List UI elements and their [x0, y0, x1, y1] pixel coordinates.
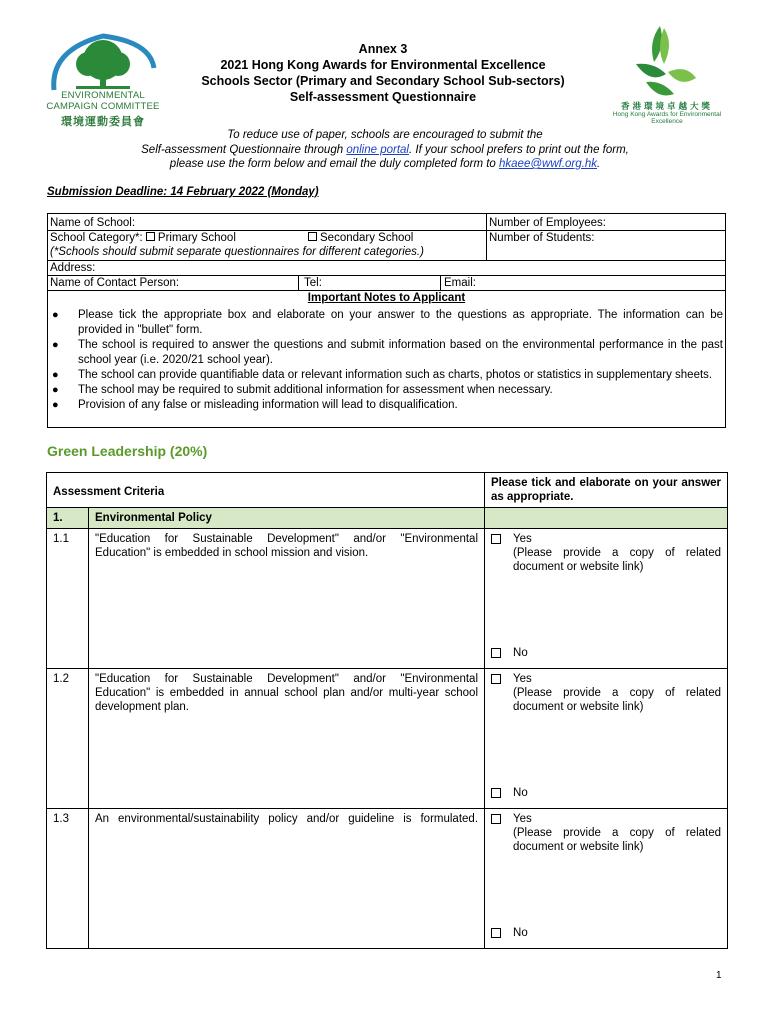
criteria-text: An environmental/sustainability policy and/or guideline is formulated.	[89, 809, 485, 949]
hkaee-logo	[602, 22, 732, 125]
answer-header: Please tick and elaborate on your answer as appropriate.	[485, 473, 728, 508]
school-name-field[interactable]: Name of School:	[50, 217, 136, 229]
environmental-campaign-committee-logo	[46, 30, 160, 128]
tree-logo-icon	[46, 30, 160, 92]
note-item: ● Provision of any false or misleading information will lead to disqualification.	[52, 399, 458, 412]
school-category-row	[50, 231, 236, 245]
yes-label: Yes	[513, 533, 532, 545]
group-title: Environmental Policy	[89, 508, 485, 529]
yes-checkbox[interactable]	[491, 814, 501, 824]
document-header	[160, 41, 606, 105]
primary-checkbox[interactable]	[146, 232, 155, 241]
primary-label: Primary School	[157, 232, 236, 244]
no-checkbox[interactable]	[491, 928, 501, 938]
address-field[interactable]: Address:	[50, 262, 96, 274]
yes-label: Yes	[513, 673, 532, 685]
secondary-option	[308, 231, 413, 245]
yes-option[interactable]	[491, 812, 721, 826]
form-divider	[440, 275, 441, 291]
email-link[interactable]: hkaee@wwf.org.hk	[499, 158, 597, 170]
answer-cell	[485, 809, 728, 949]
note-item: ● The school is required to answer the questions and submit information based on the environmental performance in the past school year (i.e. 2020/21 school year).	[52, 338, 723, 366]
contact-person-field[interactable]: Name of Contact Person:	[50, 277, 180, 289]
no-label: No	[513, 647, 528, 659]
yes-option[interactable]	[491, 672, 721, 686]
group-row	[47, 508, 728, 529]
no-label: No	[513, 787, 528, 799]
note-text: The school can provide quantifiable data or relevant information such as charts, photos or statistics in supplementary sheets.	[78, 368, 713, 381]
intro-line2-text: Self-assessment Questionnaire through	[141, 143, 347, 156]
criteria-number: 1.3	[47, 809, 89, 949]
note-item: ● The school may be required to submit additional information for assessment when necessary.	[52, 384, 553, 397]
section-heading: Green Leadership (20%)	[47, 443, 208, 459]
criteria-text: "Education for Sustainable Development" and/or "Environmental Education" is embedded in annual school plan and/or multi-year school development plan.	[89, 669, 485, 809]
category-note: (*Schools should submit separate questionnaires for different categories.)	[50, 246, 424, 258]
intro-line1: To reduce use of paper, schools are encouraged to submit the	[227, 129, 543, 141]
intro-line2	[90, 143, 680, 158]
criteria-number: 1.1	[47, 529, 89, 669]
form-divider	[48, 290, 725, 291]
yes-checkbox[interactable]	[491, 674, 501, 684]
secondary-label: Secondary School	[320, 232, 414, 244]
logo-line1: ENVIRONMENTAL	[61, 90, 145, 101]
students-field[interactable]: Number of Students:	[489, 232, 595, 244]
intro-line3	[90, 157, 680, 172]
no-checkbox[interactable]	[491, 648, 501, 658]
criteria-header: Assessment Criteria	[47, 473, 485, 508]
no-option[interactable]	[491, 786, 528, 800]
no-option[interactable]	[491, 926, 528, 940]
email-field[interactable]: Email:	[444, 277, 476, 289]
intro-paragraph	[90, 128, 680, 172]
table-header-row	[47, 473, 728, 508]
leaf-logo-icon	[602, 22, 732, 100]
secondary-checkbox[interactable]	[308, 232, 317, 241]
group-number: 1.	[47, 508, 89, 529]
criteria-number: 1.2	[47, 669, 89, 809]
form-divider	[298, 275, 299, 291]
important-notes-list	[48, 308, 725, 414]
title-line1: 2021 Hong Kong Awards for Environmental Excellence	[220, 58, 546, 72]
no-option[interactable]	[491, 646, 528, 660]
yes-option[interactable]	[491, 532, 721, 546]
online-portal-link[interactable]: online portal	[346, 143, 409, 156]
tel-field[interactable]: Tel:	[304, 277, 322, 289]
document-note: (Please provide a copy of related document or website link)	[513, 687, 722, 713]
answer-cell	[485, 669, 728, 809]
intro-line2-tail: . If your school prefers to print out the form,	[408, 143, 629, 156]
page-number: 1	[716, 970, 722, 981]
form-divider	[486, 214, 487, 261]
note-item: ● Please tick the appropriate box and elaborate on your answer to the questions as appropriate. The information can be provided in "bullet" form.	[52, 309, 723, 336]
document-note: (Please provide a copy of related document or website link)	[513, 547, 722, 573]
important-notes-title: Important Notes to Applicant	[307, 292, 466, 304]
group-empty	[485, 508, 728, 529]
document-note: (Please provide a copy of related document or website link)	[513, 827, 722, 853]
no-checkbox[interactable]	[491, 788, 501, 798]
form-divider	[48, 260, 725, 261]
yes-label: Yes	[513, 813, 532, 825]
logo-line3: 環境運動委員會	[61, 116, 145, 128]
criteria-text: "Education for Sustainable Development" and/or "Environmental Education" is embedded in school mission and vision.	[89, 529, 485, 669]
intro-line3-tail: .	[597, 158, 601, 170]
logo-english-text: Hong Kong Awards for Environmental Excellence	[612, 111, 722, 125]
logo-chinese-text: 香港環境卓越大獎	[620, 101, 713, 111]
table-row	[47, 669, 728, 809]
assessment-criteria-table	[46, 472, 728, 949]
intro-line3-text: please use the form below and email the duly completed form to	[169, 158, 500, 170]
employees-field[interactable]: Number of Employees:	[489, 217, 606, 229]
table-row	[47, 809, 728, 949]
note-text: The school may be required to submit additional information for assessment when necessary.	[78, 384, 553, 397]
category-label: School Category*:	[50, 232, 143, 244]
note-text: The school is required to answer the questions and submit information based on the environmental performance in the past school year (i.e. 2020/21 school year).	[78, 338, 723, 366]
no-label: No	[513, 927, 528, 939]
title-line3: Self-assessment Questionnaire	[289, 90, 477, 104]
annex-label: Annex 3	[358, 42, 408, 56]
submission-deadline: Submission Deadline: 14 February 2022 (Monday)	[47, 186, 319, 198]
note-item: ● The school can provide quantifiable data or relevant information such as charts, photos or statistics in supplementary sheets.	[52, 368, 713, 381]
table-row	[47, 529, 728, 669]
note-text: Provision of any false or misleading information will lead to disqualification.	[78, 399, 458, 412]
title-line2: Schools Sector (Primary and Secondary School Sub-sectors)	[201, 74, 565, 88]
answer-cell	[485, 529, 728, 669]
logo-line2: CAMPAIGN COMMITTEE	[46, 101, 160, 112]
school-info-form	[47, 213, 726, 428]
note-text: Please tick the appropriate box and elaborate on your answer to the questions as appropriate. The information can be provided in "bullet" form.	[78, 309, 723, 336]
yes-checkbox[interactable]	[491, 534, 501, 544]
